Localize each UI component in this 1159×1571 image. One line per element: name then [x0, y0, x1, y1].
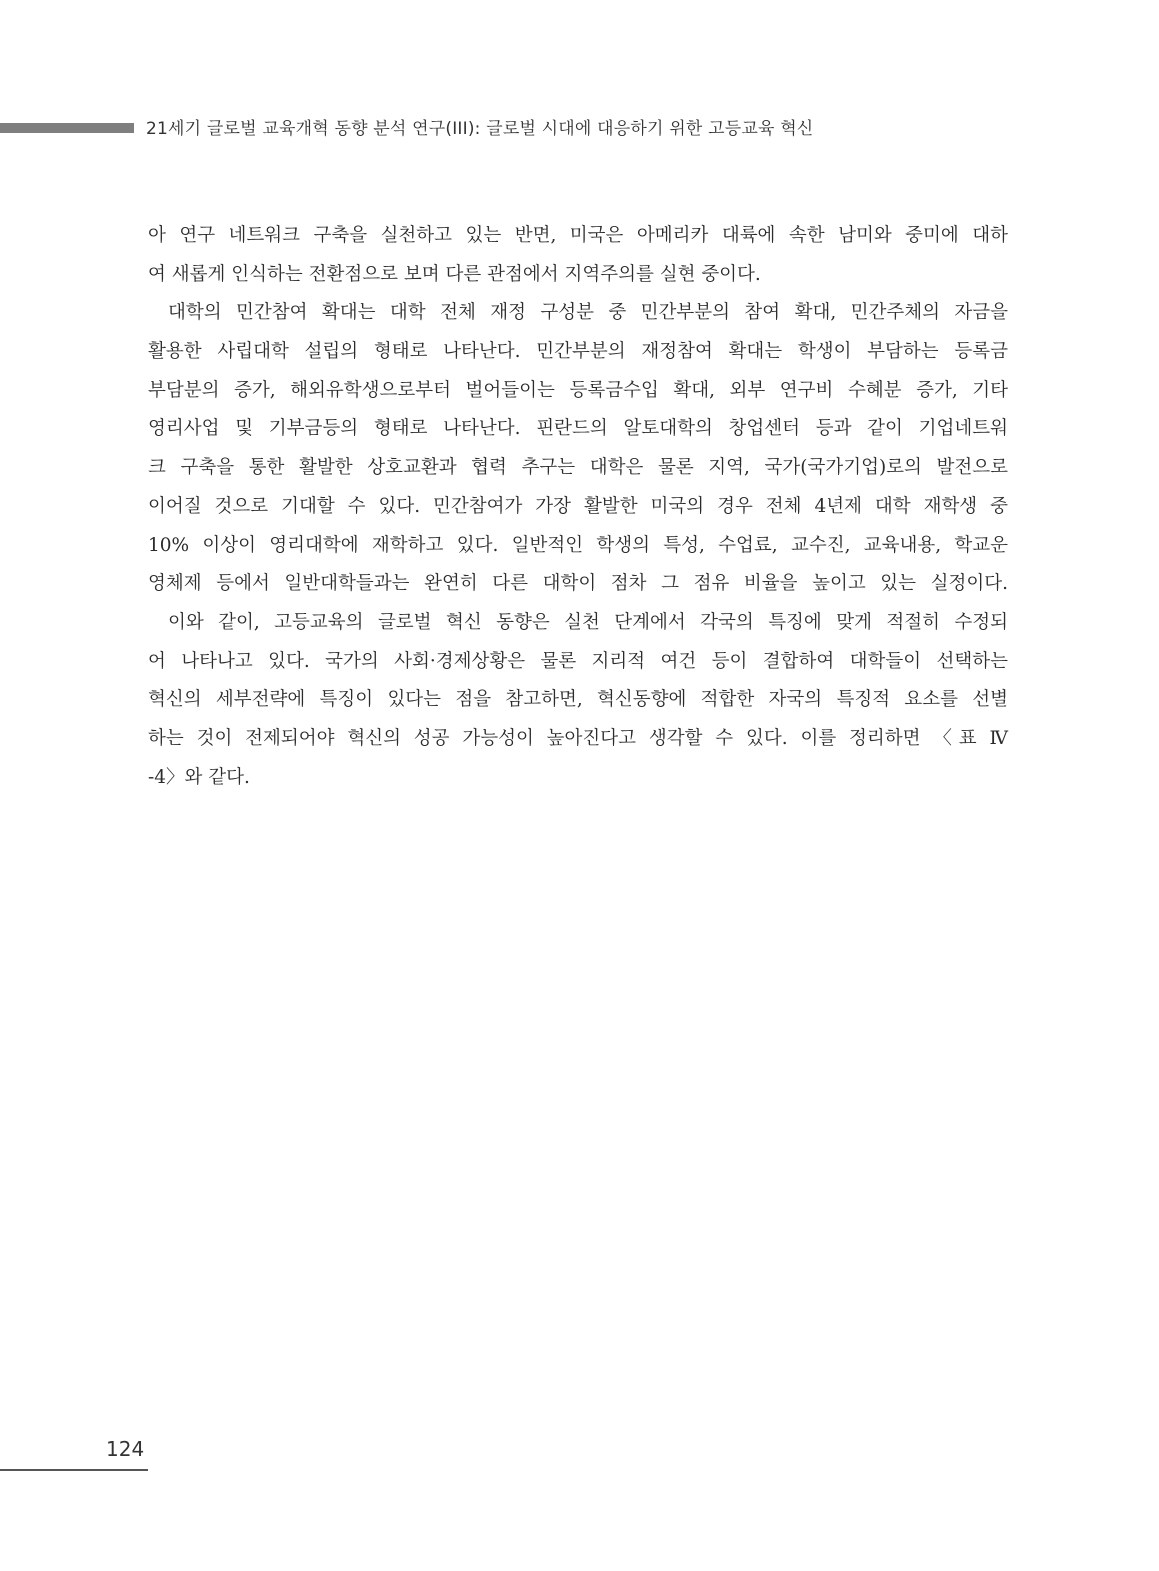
- body-line-14: 하는 것이 전제되어야 혁신의 성공 가능성이 높아진다고 생각할 수 있다. 이를 정리하면 〈표 Ⅳ: [148, 727, 1008, 749]
- body-line-3: 대학의 민간참여 확대는 대학 전체 재정 구성분 중 민간부분의 참여 확대, 민간주체의 자금을: [168, 302, 1008, 324]
- body-line-10: 영체제 등에서 일반대학들과는 완연히 다른 대학이 점차 그 점유 비율을 높이고 있는 실정이다.: [148, 573, 1008, 595]
- body-line-4: 활용한 사립대학 설립의 형태로 나타난다. 민간부분의 재정참여 확대는 학생이 부담하는 등록금: [148, 341, 1008, 363]
- body-line-6: 영리사업 및 기부금등의 형태로 나타난다. 핀란드의 알토대학의 창업센터 등과 같이 기업네트워: [148, 418, 1008, 440]
- body-line-15: -4〉와 같다.: [148, 766, 250, 788]
- body-text: [148, 217, 1008, 797]
- footer-rule: [0, 1469, 148, 1471]
- body-line-2: 여 새롭게 인식하는 전환점으로 보며 다른 관점에서 지역주의를 실현 중이다.: [148, 263, 761, 285]
- body-line-9: 10% 이상이 영리대학에 재학하고 있다. 일반적인 학생의 특성, 수업료, 교수진, 교육내용, 학교운: [148, 534, 1008, 556]
- body-line-8: 이어질 것으로 기대할 수 있다. 민간참여가 가장 활발한 미국의 경우 전체 4년제 대학 재학생 중: [148, 495, 1008, 517]
- body-line-11: 이와 같이, 고등교육의 글로벌 혁신 동향은 실천 단계에서 각국의 특징에 맞게 적절히 수정되: [168, 611, 1008, 633]
- body-line-1: 아 연구 네트워크 구축을 실천하고 있는 반면, 미국은 아메리카 대륙에 속한 남미와 중미에 대하: [148, 225, 1008, 246]
- body-line-12: 어 나타나고 있다. 국가의 사회·경제상황은 물론 지리적 여건 등이 결합하여 대학들이 선택하는: [148, 650, 1008, 672]
- header-accent-bar: [0, 123, 134, 133]
- body-line-7: 크 구축을 통한 활발한 상호교환과 협력 추구는 대학은 물론 지역, 국가(국가기업)로의 발전으로: [148, 457, 1008, 479]
- running-header-title: 21세기 글로벌 교육개혁 동향 분석 연구(III): 글로벌 시대에 대응하기 위한 고등교육 혁신: [146, 119, 814, 139]
- page-number: 124: [106, 1437, 145, 1461]
- body-line-5: 부담분의 증가, 해외유학생으로부터 벌어들이는 등록금수입 확대, 외부 연구비 수혜분 증가, 기타: [148, 379, 1008, 401]
- body-line-13: 혁신의 세부전략에 특징이 있다는 점을 참고하면, 혁신동향에 적합한 자국의 특징적 요소를 선별: [148, 689, 1008, 711]
